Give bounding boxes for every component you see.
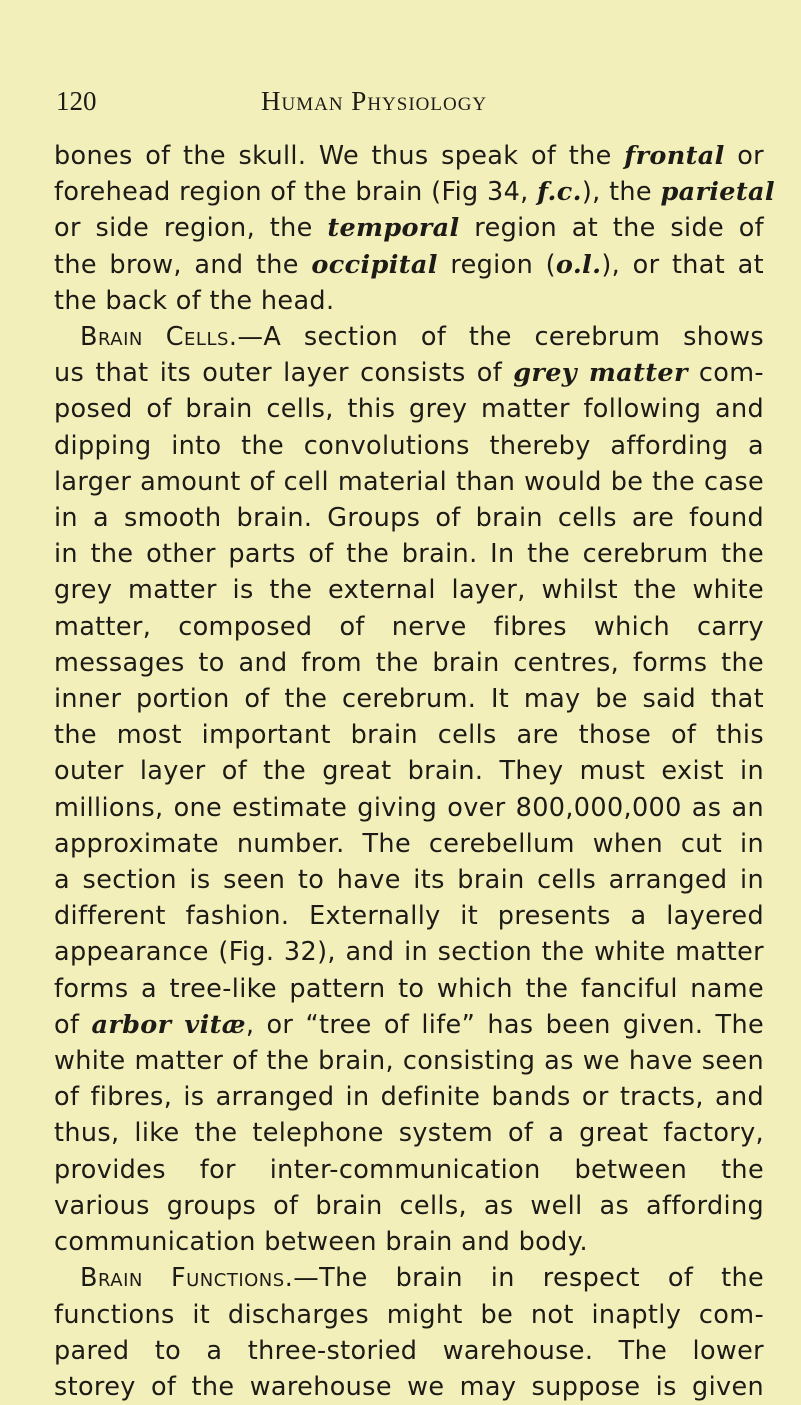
term-frontal: frontal: [624, 141, 725, 171]
section-heading-brain-cells: Brain Cells.: [80, 322, 238, 353]
text-line: millions, one estimate giving over 800,000,000 as an: [54, 792, 764, 823]
text-line: the brow, and the occipital region (o.l.), or that at: [54, 249, 764, 280]
text-line: approximate number. The cerebellum when cut in: [54, 828, 764, 859]
text-line: messages to and from the brain centres, forms the: [54, 647, 764, 678]
text-line: bones of the skull. We thus speak of the frontal or: [54, 141, 764, 171]
text-line: functions it discharges might be not inaptly com-: [54, 1299, 764, 1330]
term-parietal: parietal: [660, 177, 775, 208]
text-line: the back of the head.: [54, 285, 335, 316]
text-line: different fashion. Externally it presents a layered: [54, 901, 764, 932]
text-line: posed of brain cells, this grey matter following and: [54, 394, 764, 425]
text-line: provides for inter-communication between the: [54, 1154, 764, 1185]
text-line: of arbor vitæ, or “tree of life” has been given. The: [54, 1009, 764, 1040]
text-line: in the other parts of the brain. In the cerebrum the: [54, 539, 764, 570]
page-number: 120: [56, 86, 97, 116]
text-line: matter, composed of nerve fibres which carry: [54, 611, 764, 642]
text-line: appearance (Fig. 32), and in section the white matter: [54, 937, 764, 968]
figure-label-ol: o.l.: [555, 249, 602, 280]
text-line: pared to a three-storied warehouse. The lower: [54, 1335, 764, 1366]
text-line: grey matter is the external layer, whilst the white: [54, 575, 764, 606]
text-line: communication between brain and body.: [54, 1227, 588, 1258]
text-line: inner portion of the cerebrum. It may be said that: [54, 684, 764, 715]
text-line: or side region, the temporal region at the side of: [54, 213, 764, 244]
text-line: the most important brain cells are those of this: [54, 720, 764, 751]
section-heading-line: Brain Cells.—A section of the cerebrum shows: [80, 322, 765, 353]
text-line: a section is seen to have its brain cells arranged in: [54, 865, 764, 896]
term-grey-matter: grey matter: [513, 358, 688, 389]
text-line: outer layer of the great brain. They must exist in: [54, 756, 764, 787]
text-line: forms a tree-like pattern to which the fanciful name: [54, 973, 764, 1004]
text-line: various groups of brain cells, as well as affording: [54, 1190, 764, 1221]
text-line: white matter of the brain, consisting as we have seen: [54, 1046, 764, 1077]
text-line: forehead region of the brain (Fig 34, f.c.), the parietal: [54, 177, 775, 208]
text-line: in a smooth brain. Groups of brain cells are found: [54, 503, 764, 534]
figure-label-fc: f.c.: [537, 177, 582, 208]
running-title: Human Physiology: [261, 86, 488, 116]
text-line: larger amount of cell material than would be the case: [54, 466, 764, 497]
term-occipital: occipital: [311, 249, 438, 280]
section-heading-brain-functions: Brain Functions.: [80, 1263, 294, 1294]
text-line: us that its outer layer consists of grey matter com-: [54, 358, 764, 389]
text-line: thus, like the telephone system of a great factory,: [54, 1118, 764, 1149]
term-arbor-vitae: arbor vitæ: [91, 1009, 246, 1040]
section-heading-line: Brain Functions.—The brain in respect of the: [80, 1263, 764, 1294]
page-header: [56, 86, 761, 126]
body-text: [54, 138, 775, 1405]
term-temporal: temporal: [327, 213, 460, 244]
text-line: dipping into the convolutions thereby affording a: [54, 430, 764, 461]
text-line: storey of the warehouse we may suppose is given: [54, 1371, 764, 1402]
text-line: of fibres, is arranged in definite bands or tracts, and: [54, 1082, 764, 1113]
